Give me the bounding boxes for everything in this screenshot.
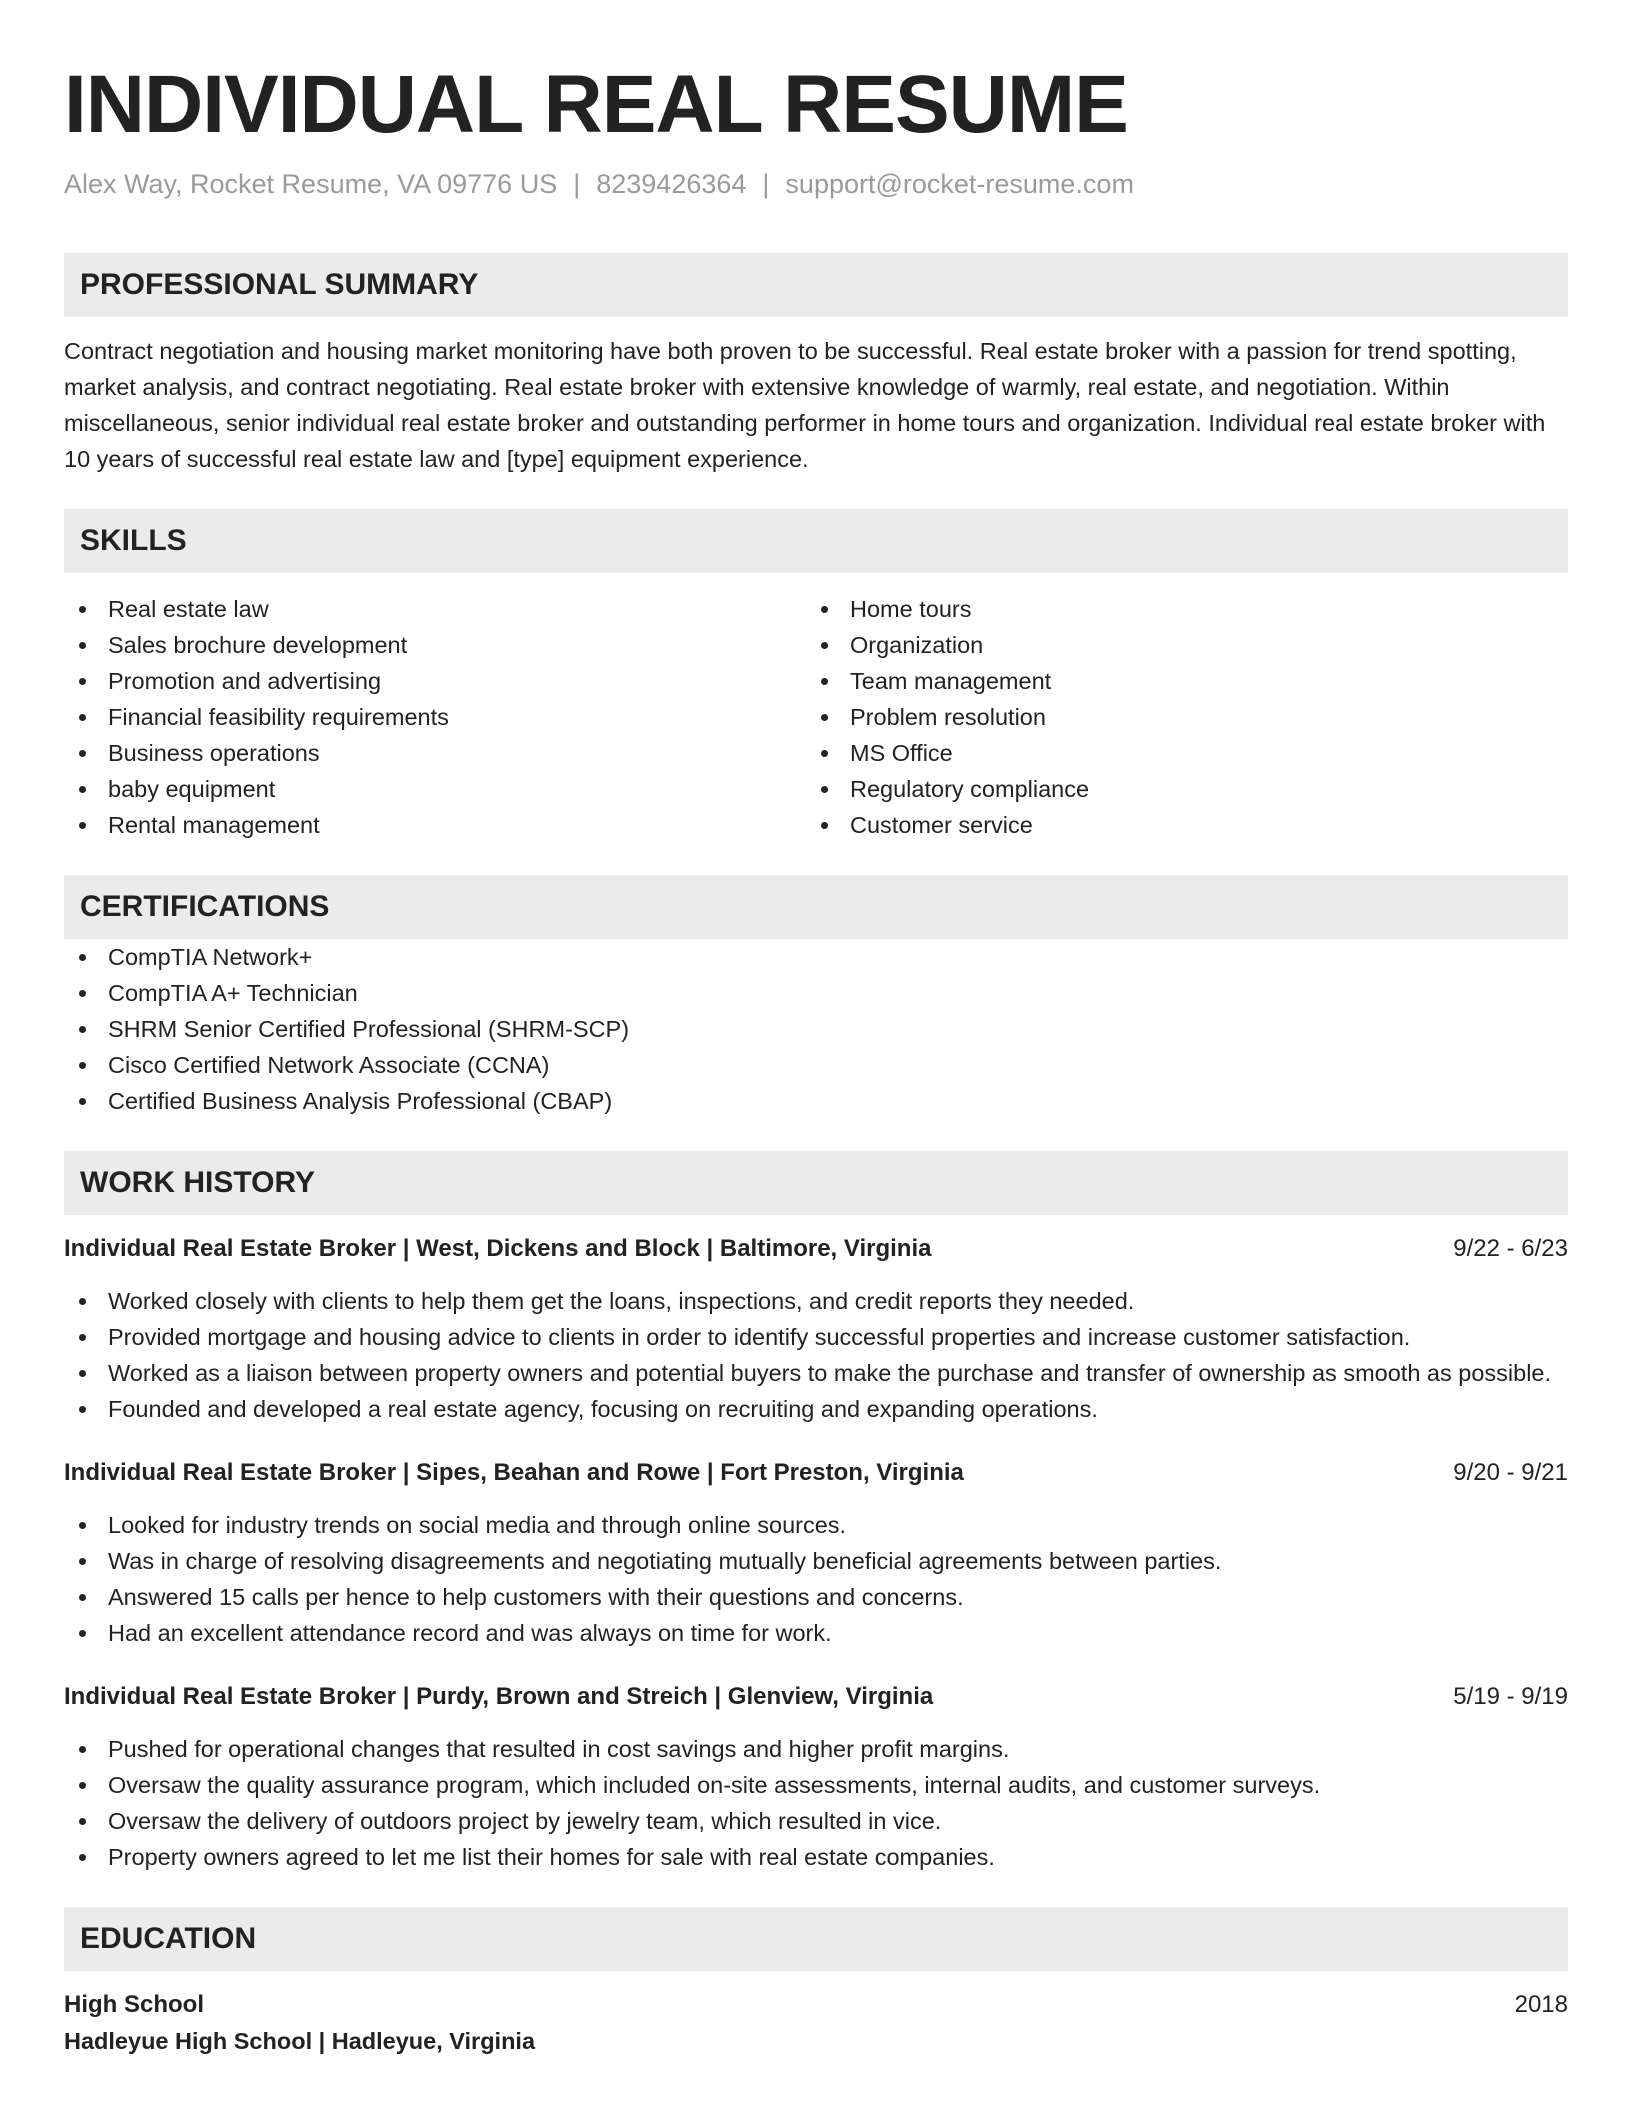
job-dates: 9/22 - 6/23 xyxy=(1453,1235,1568,1262)
skills-section xyxy=(64,509,1568,843)
job-dates: 5/19 - 9/19 xyxy=(1453,1683,1568,1710)
summary-text: Contract negotiation and housing market monitoring have both proven to be successful. Real estate broker with a passion for trend spotting, market analysis, and contract negotiating. Real estate broker with extensive knowledge of warmly, real estate, and negotiation. Within miscellaneous, senior individual real estate broker and outstanding performer in home tours and organization. Individual real estate broker with 10 years of successful real estate law and [type] equipment experience. xyxy=(64,338,1546,472)
job-bullet: Worked as a liaison between property owners and potential buyers to make the purchase and transfer of ownership as smooth as possible. xyxy=(64,1355,1568,1391)
job-bullet: Worked closely with clients to help them get the loans, inspections, and credit reports they needed. xyxy=(64,1283,1568,1319)
skill-item: baby equipment xyxy=(64,771,806,807)
job-bullet: Pushed for operational changes that resulted in cost savings and higher profit margins. xyxy=(64,1731,1568,1767)
job-entry xyxy=(64,1231,1568,1427)
education-header xyxy=(64,1987,1568,2023)
education-degree: High School xyxy=(64,1991,204,2018)
certification-item: CompTIA Network+ xyxy=(64,939,1568,975)
job-dates: 9/20 - 9/21 xyxy=(1453,1459,1568,1486)
resume-name: INDIVIDUAL REAL RESUME xyxy=(64,59,1128,150)
certifications-list xyxy=(64,939,1568,1119)
contact-email: support@rocket-resume.com xyxy=(785,169,1134,199)
professional-summary-section xyxy=(64,253,1568,477)
contact-separator: | xyxy=(762,169,770,199)
skill-item: MS Office xyxy=(806,735,1548,771)
job-bullets xyxy=(64,1283,1568,1427)
job-header xyxy=(64,1679,1568,1715)
section-heading-summary: PROFESSIONAL SUMMARY xyxy=(64,253,1568,317)
job-bullets xyxy=(64,1731,1568,1875)
job-title: Individual Real Estate Broker | Sipes, Beahan and Rowe | Fort Preston, Virginia xyxy=(64,1459,964,1486)
education-school: Hadleyue High School | Hadleyue, Virginia xyxy=(64,2028,536,2054)
skill-item: Financial feasibility requirements xyxy=(64,699,806,735)
certification-item: CompTIA A+ Technician xyxy=(64,975,1568,1011)
skill-item: Home tours xyxy=(806,591,1548,627)
job-entry xyxy=(64,1455,1568,1651)
certification-item: SHRM Senior Certified Professional (SHRM-SCP) xyxy=(64,1011,1568,1047)
skill-item: Promotion and advertising xyxy=(64,663,806,699)
job-bullet: Oversaw the delivery of outdoors project by jewelry team, which resulted in vice. xyxy=(64,1803,1568,1839)
job-title: Individual Real Estate Broker | West, Dickens and Block | Baltimore, Virginia xyxy=(64,1235,932,1262)
job-header xyxy=(64,1231,1568,1267)
certification-item: Certified Business Analysis Professional (CBAP) xyxy=(64,1083,1568,1119)
job-header xyxy=(64,1455,1568,1491)
job-bullet: Answered 15 calls per hence to help customers with their questions and concerns. xyxy=(64,1579,1568,1615)
skill-item: Sales brochure development xyxy=(64,627,806,663)
job-bullet: Provided mortgage and housing advice to clients in order to identify successful properties and increase customer satisfaction. xyxy=(64,1319,1568,1355)
contact-line xyxy=(64,166,1568,202)
skill-item: Customer service xyxy=(806,807,1548,843)
skill-item: Team management xyxy=(806,663,1548,699)
section-heading-skills: SKILLS xyxy=(64,509,1568,573)
certification-item: Cisco Certified Network Associate (CCNA) xyxy=(64,1047,1568,1083)
education-year: 2018 xyxy=(1514,1991,1568,2018)
job-bullet: Founded and developed a real estate agency, focusing on recruiting and expanding operations. xyxy=(64,1391,1568,1427)
skill-item: Organization xyxy=(806,627,1548,663)
contact-address: Alex Way, Rocket Resume, VA 09776 US xyxy=(64,169,558,199)
skill-item: Rental management xyxy=(64,807,806,843)
skill-item: Problem resolution xyxy=(806,699,1548,735)
skill-item: Business operations xyxy=(64,735,806,771)
skill-item: Real estate law xyxy=(64,591,806,627)
contact-separator: | xyxy=(573,169,581,199)
job-title: Individual Real Estate Broker | Purdy, Brown and Streich | Glenview, Virginia xyxy=(64,1683,934,1710)
job-bullet: Property owners agreed to let me list their homes for sale with real estate companies. xyxy=(64,1839,1568,1875)
education-entry xyxy=(64,1987,1568,2059)
job-bullet: Oversaw the quality assurance program, which included on-site assessments, internal audits, and customer surveys. xyxy=(64,1767,1568,1803)
certifications-section xyxy=(64,875,1568,1119)
section-heading-certifications: CERTIFICATIONS xyxy=(64,875,1568,939)
skills-list-right xyxy=(806,591,1548,843)
job-entry xyxy=(64,1679,1568,1875)
education-section xyxy=(64,1907,1568,2059)
skill-item: Regulatory compliance xyxy=(806,771,1548,807)
job-bullet: Had an excellent attendance record and was always on time for work. xyxy=(64,1615,1568,1651)
job-bullets xyxy=(64,1507,1568,1651)
skills-columns xyxy=(64,591,1568,843)
section-heading-work-history: WORK HISTORY xyxy=(64,1151,1568,1215)
skills-list-left xyxy=(64,591,806,843)
job-bullet: Looked for industry trends on social media and through online sources. xyxy=(64,1507,1568,1543)
contact-phone: 8239426364 xyxy=(596,169,747,199)
section-heading-education: EDUCATION xyxy=(64,1907,1568,1971)
work-history-section xyxy=(64,1151,1568,1875)
job-bullet: Was in charge of resolving disagreements and negotiating mutually beneficial agreements between parties. xyxy=(64,1543,1568,1579)
